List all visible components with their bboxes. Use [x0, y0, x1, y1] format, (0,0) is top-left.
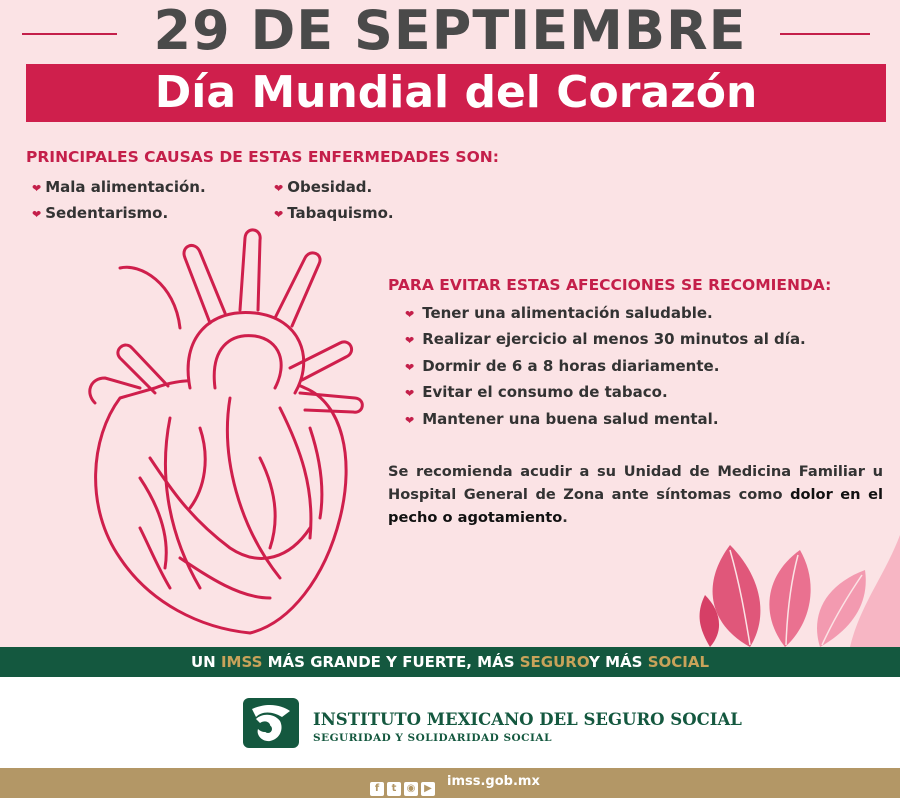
slogan-highlight: SOCIAL	[647, 653, 710, 671]
slogan-part: MÁS GRANDE Y FUERTE, MÁS	[262, 653, 520, 671]
social-links	[370, 776, 438, 796]
anatomical-heart-illustration	[80, 228, 370, 638]
recommendations-heading: PARA EVITAR ESTAS AFECCIONES SE RECOMIENDA:	[388, 276, 832, 294]
institution-subtitle: SEGURIDAD Y SOLIDARIDAD SOCIAL	[313, 732, 552, 744]
date-heading: 29 DE SEPTIEMBRE	[153, 0, 747, 62]
cause-label: Mala alimentación.	[45, 178, 206, 196]
heart-bullet-icon: ❤	[274, 208, 284, 221]
website-link[interactable]: imss.gob.mx	[447, 774, 540, 789]
heart-bullet-icon: ❤	[405, 361, 415, 374]
slogan-highlight: IMSS	[220, 653, 263, 671]
page-title: Día Mundial del Corazón	[26, 64, 886, 122]
imss-logo-icon	[242, 697, 300, 749]
youtube-icon[interactable]: ▶	[421, 782, 435, 796]
cause-item	[274, 178, 372, 196]
slogan-part: Y MÁS	[589, 653, 648, 671]
heart-bullet-icon: ❤	[405, 387, 415, 400]
cause-item	[32, 204, 168, 222]
slogan-highlight: SEGURO	[519, 653, 590, 671]
recommendation-item	[405, 330, 806, 348]
leaves-decoration	[690, 515, 900, 647]
recommendation-label: Realizar ejercicio al menos 30 minutos al día.	[422, 330, 806, 348]
cause-item	[274, 204, 394, 222]
recommendation-label: Mantener una buena salud mental.	[422, 410, 719, 428]
recommendation-item	[405, 304, 713, 322]
recommendation-label: Tener una alimentación saludable.	[422, 304, 713, 322]
cause-item	[32, 178, 206, 196]
cause-label: Tabaquismo.	[287, 204, 394, 222]
facebook-icon[interactable]: f	[370, 782, 384, 796]
heart-bullet-icon: ❤	[32, 182, 42, 195]
slogan-bar	[0, 647, 900, 677]
bottom-bar	[0, 768, 900, 798]
twitter-icon[interactable]: t	[387, 782, 401, 796]
recommendation-label: Evitar el consumo de tabaco.	[422, 383, 668, 401]
heart-bullet-icon: ❤	[405, 308, 415, 321]
advice-emphasis: dolor en el pecho o agotamiento	[388, 486, 883, 526]
instagram-icon[interactable]: ◉	[404, 782, 418, 796]
recommendation-item	[405, 383, 668, 401]
slogan-part: UN	[190, 653, 221, 671]
heart-bullet-icon: ❤	[405, 414, 415, 427]
cause-label: Obesidad.	[287, 178, 373, 196]
advice-text: Se recomienda acudir a su Unidad de Medicina Familiar u Hospital General de Zona ante síntomas como	[388, 463, 883, 503]
recommendation-label: Dormir de 6 a 8 horas diariamente.	[422, 357, 720, 375]
recommendation-item	[405, 357, 719, 375]
advice-end: .	[562, 509, 568, 526]
heart-bullet-icon: ❤	[274, 182, 284, 195]
institution-name: INSTITUTO MEXICANO DEL SEGURO SOCIAL	[313, 710, 742, 729]
causes-heading: PRINCIPALES CAUSAS DE ESTAS ENFERMEDADES SON:	[26, 148, 499, 166]
cause-label: Sedentarismo.	[45, 204, 169, 222]
heart-bullet-icon: ❤	[405, 334, 415, 347]
heart-bullet-icon: ❤	[32, 208, 42, 221]
recommendation-item	[405, 410, 719, 428]
